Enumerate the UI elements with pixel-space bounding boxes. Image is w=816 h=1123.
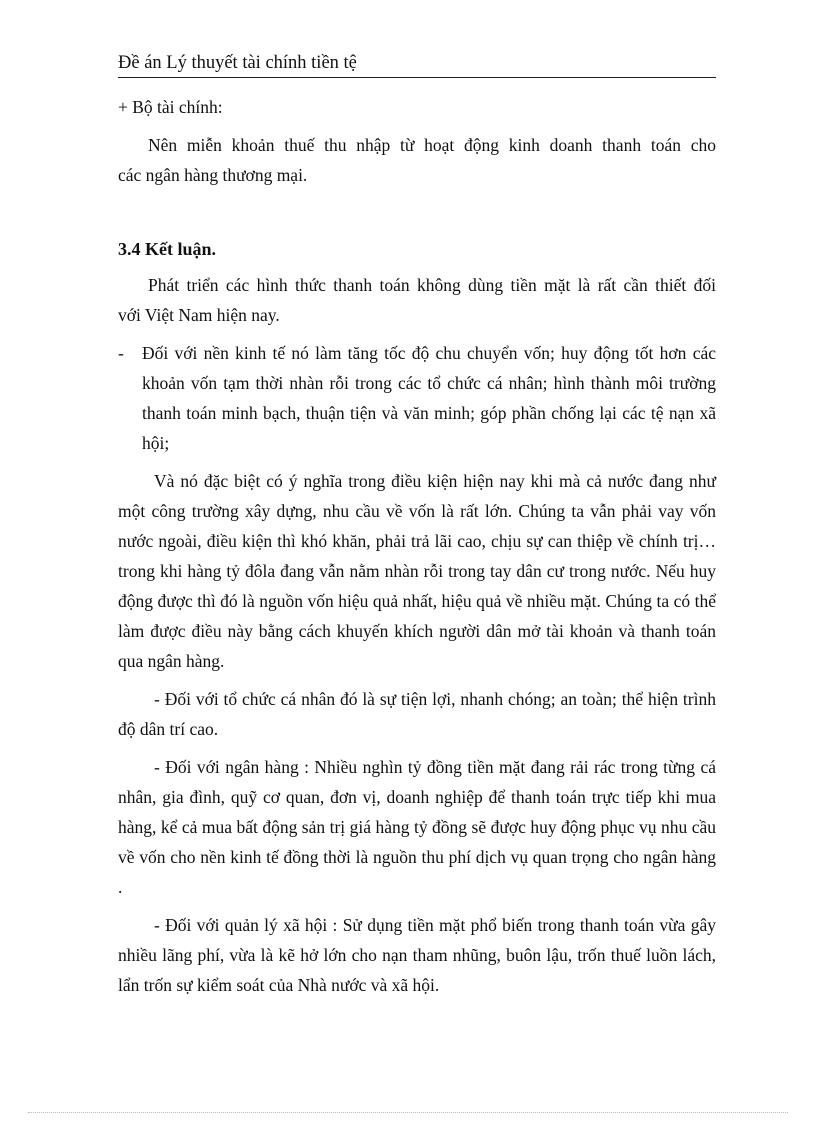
paragraph-significance: Và nó đặc biệt có ý nghĩa trong điều kiện hiện nay khi mà cả nước đang như một công trường xây dựng, nhu cầu về vốn là rất lớn. Chúng ta vẫn phải vay vốn nước ngoài, điều kiện thì khó khăn, phải trả lãi cao, chịu sự can thiệp về chính trị… trong khi hàng tỷ đôla đang vẫn nằm nhàn rỗi trong tay dân cư trong nước. Nếu huy động được thì đó là nguồn vốn hiệu quả nhất, hiệu quả về nhiều mặt. Chúng ta có thể làm được điều này bằng cách khuyến khích người dân mở tài khoản và thanh toán qua ngân hàng. [118, 471, 716, 671]
ministry-of-finance-label-text: + Bộ tài chính: [118, 97, 223, 117]
paragraph-social-management: - Đối với quản lý xã hội : Sử dụng tiền mặt phổ biến trong thanh toán vừa gây nhiều lãng phí, vừa là kẽ hở lớn cho nạn tham nhũng, buôn lậu, trốn thuế luồn lách, lẩn trốn sự kiểm soát của Nhà nước và xã hội. [118, 915, 716, 995]
conclusion-body [118, 270, 716, 1000]
paragraph-banks: - Đối với ngân hàng : Nhiều nghìn tỷ đồng tiền mặt đang rải rác trong từng cá nhân, gia đình, quỹ cơ quan, đơn vị, doanh nghiệp để thanh toán trực tiếp khi mua hàng, kể cả mua bất động sản trị giá hàng tỷ đồng sẽ được huy động phục vụ nhu cầu về vốn cho nền kinh tế đồng thời là nguồn thu phí dịch vụ quan trọng cho ngân hàng . [118, 757, 716, 897]
bullet-economy-text: Đối với nền kinh tế nó làm tăng tốc độ chu chuyển vốn; huy động tốt hơn các khoản vốn tạm thời nhàn rỗi trong các tổ chức cá nhân; hình thành môi trường thanh toán minh bạch, thuận tiện và văn minh; góp phần chống lại các tệ nạn xã hội; [142, 343, 716, 453]
paragraph-individuals: - Đối với tổ chức cá nhân đó là sự tiện lợi, nhanh chóng; an toàn; thể hiện trình độ dân trí cao. [118, 689, 716, 739]
document-body [118, 92, 716, 190]
ministry-recommendation-line1: Nên miễn khoản thuế thu nhập từ hoạt động kinh doanh thanh toán cho [148, 135, 716, 155]
ministry-of-finance-label [118, 92, 716, 122]
bullet-economy-item [118, 338, 716, 458]
section-heading: 3.4 Kết luận. [118, 239, 217, 259]
intro-line2: với Việt Nam hiện nay. [118, 305, 280, 325]
page-header-title: Đề án Lý thuyết tài chính tiền tệ [118, 50, 716, 78]
intro-line1: Phát triển các hình thức thanh toán không dùng tiền mặt là rất cần thiết đối [148, 275, 716, 295]
bullet-dash: - [118, 343, 124, 363]
ministry-recommendation-line2: các ngân hàng thương mại. [118, 165, 308, 185]
page-bottom-divider [28, 1112, 788, 1113]
